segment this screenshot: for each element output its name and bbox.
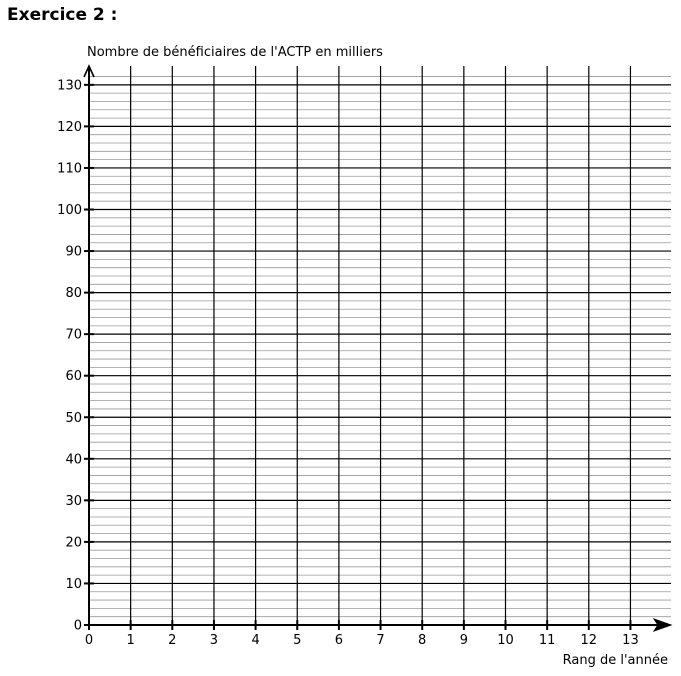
y-tick-label: 40 <box>65 452 82 468</box>
x-tick-label: 13 <box>622 633 639 648</box>
x-tick-label: 10 <box>497 633 514 648</box>
y-tick-label: 60 <box>65 369 82 385</box>
y-tick-label: 130 <box>57 78 82 94</box>
y-tick-label: 70 <box>65 327 82 343</box>
exercise-heading: Exercice 2 : <box>7 5 118 25</box>
major-gridlines <box>89 66 671 625</box>
x-tick-label: 12 <box>580 633 598 648</box>
x-tick-label: 0 <box>84 633 94 648</box>
x-tick-label: 6 <box>334 633 344 648</box>
x-tick-label: 1 <box>126 633 135 648</box>
x-tick-label: 9 <box>459 633 468 648</box>
y-tick-label: 50 <box>65 410 82 426</box>
x-axis-label: Rang de l'année <box>562 653 668 668</box>
y-axis-label: Nombre de bénéficiaires de l'ACTP en milliers <box>87 45 383 60</box>
y-tick-label: 10 <box>65 576 82 592</box>
y-tick-label: 20 <box>65 535 82 551</box>
y-tick-label: 100 <box>57 203 82 218</box>
x-tick-label: 7 <box>376 633 385 648</box>
y-tick-label: 80 <box>65 286 82 302</box>
y-tick-label: 0 <box>73 618 82 634</box>
y-tick-label: 30 <box>65 493 82 509</box>
y-tick-label: 90 <box>65 244 82 260</box>
x-tick-label: 3 <box>209 633 219 648</box>
x-tick-label: 2 <box>168 633 177 648</box>
tick-labels <box>57 78 639 648</box>
x-tick-label: 5 <box>293 633 302 648</box>
x-tick-label: 11 <box>538 633 556 648</box>
x-tick-label: 8 <box>418 633 427 648</box>
y-tick-label: 120 <box>57 119 82 135</box>
x-tick-label: 4 <box>251 633 260 648</box>
y-tick-label: 110 <box>57 161 82 177</box>
